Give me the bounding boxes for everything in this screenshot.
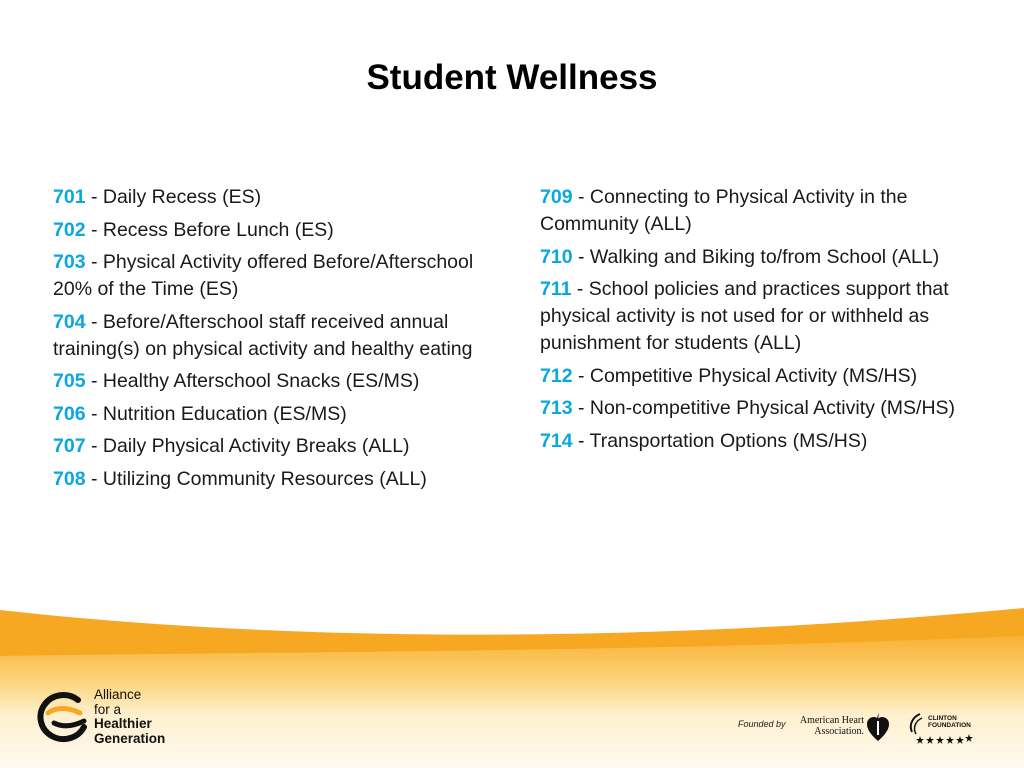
- clinton-foundation-logo: [906, 708, 974, 744]
- item-code: 705: [53, 370, 86, 392]
- alliance-line: Generation: [94, 730, 166, 746]
- aha-line: American Heart: [799, 715, 864, 726]
- list-item: [540, 244, 990, 271]
- item-text: - Utilizing Community Resources (ALL): [85, 467, 427, 490]
- item-code: 713: [540, 397, 573, 419]
- list-item: [540, 276, 990, 357]
- founded-by-label: Founded by: [738, 719, 786, 729]
- list-item: [540, 428, 990, 455]
- item-text: - Physical Activity offered Before/Afterschool 20% of the Time (ES): [53, 251, 474, 300]
- item-code: 702: [53, 218, 86, 241]
- clinton-line: CLINTON: [928, 715, 957, 722]
- list-item: [53, 309, 503, 363]
- list-item: [53, 249, 503, 303]
- alliance-line: for a: [94, 701, 122, 717]
- list-item: [53, 466, 503, 493]
- clinton-logo-text: [928, 715, 974, 729]
- item-text: - Daily Recess (ES): [85, 186, 262, 208]
- list-item: [540, 184, 990, 238]
- item-code: 704: [53, 310, 86, 333]
- item-text: - Competitive Physical Activity (MS/HS): [572, 364, 918, 387]
- heart-torch-icon: [866, 711, 890, 743]
- alliance-line: Alliance: [94, 687, 142, 702]
- item-code: 709: [540, 186, 573, 208]
- aha-logo-text: [796, 715, 864, 737]
- aha-line: Association.: [814, 726, 864, 737]
- list-item: [53, 433, 503, 460]
- left-column-list: [53, 184, 503, 498]
- item-text: - Transportation Options (MS/HS): [572, 429, 868, 452]
- list-item: [540, 363, 990, 390]
- item-code: 710: [540, 245, 573, 268]
- item-code: 708: [53, 467, 86, 490]
- item-code: 707: [53, 435, 86, 457]
- item-text: - Non-competitive Physical Activity (MS/HS): [572, 397, 956, 419]
- item-text: - Healthy Afterschool Snacks (ES/MS): [85, 370, 420, 392]
- item-text: - Nutrition Education (ES/MS): [85, 402, 347, 425]
- right-column-list: [540, 184, 990, 460]
- alliance-logo-icon: [34, 691, 92, 743]
- item-code: 701: [53, 186, 86, 208]
- list-item: [540, 395, 990, 422]
- alliance-logo: [34, 688, 184, 748]
- item-text: - School policies and practices support that physical activity is not used for or withheld as punishment for students (ALL): [540, 278, 949, 354]
- clinton-line: FOUNDATION: [928, 722, 971, 729]
- aha-logo: [796, 711, 896, 745]
- item-text: - Walking and Biking to/from School (ALL): [572, 245, 940, 268]
- list-item: [53, 217, 503, 244]
- alliance-line: Healthier: [94, 716, 152, 731]
- item-code: 703: [53, 251, 86, 273]
- slide-title: Student Wellness: [366, 58, 658, 97]
- alliance-logo-text: [94, 688, 165, 746]
- item-text: - Before/Afterschool staff received annual training(s) on physical activity and healthy eating: [53, 310, 473, 360]
- item-code: 711: [540, 278, 572, 300]
- item-code: 712: [540, 364, 573, 387]
- item-code: 706: [53, 402, 86, 425]
- list-item: [53, 368, 503, 395]
- item-text: - Connecting to Physical Activity in the Community (ALL): [540, 186, 908, 235]
- item-text: - Recess Before Lunch (ES): [85, 218, 334, 241]
- list-item: [53, 184, 503, 211]
- list-item: [53, 401, 503, 428]
- item-code: 714: [540, 429, 573, 452]
- item-text: - Daily Physical Activity Breaks (ALL): [85, 435, 410, 457]
